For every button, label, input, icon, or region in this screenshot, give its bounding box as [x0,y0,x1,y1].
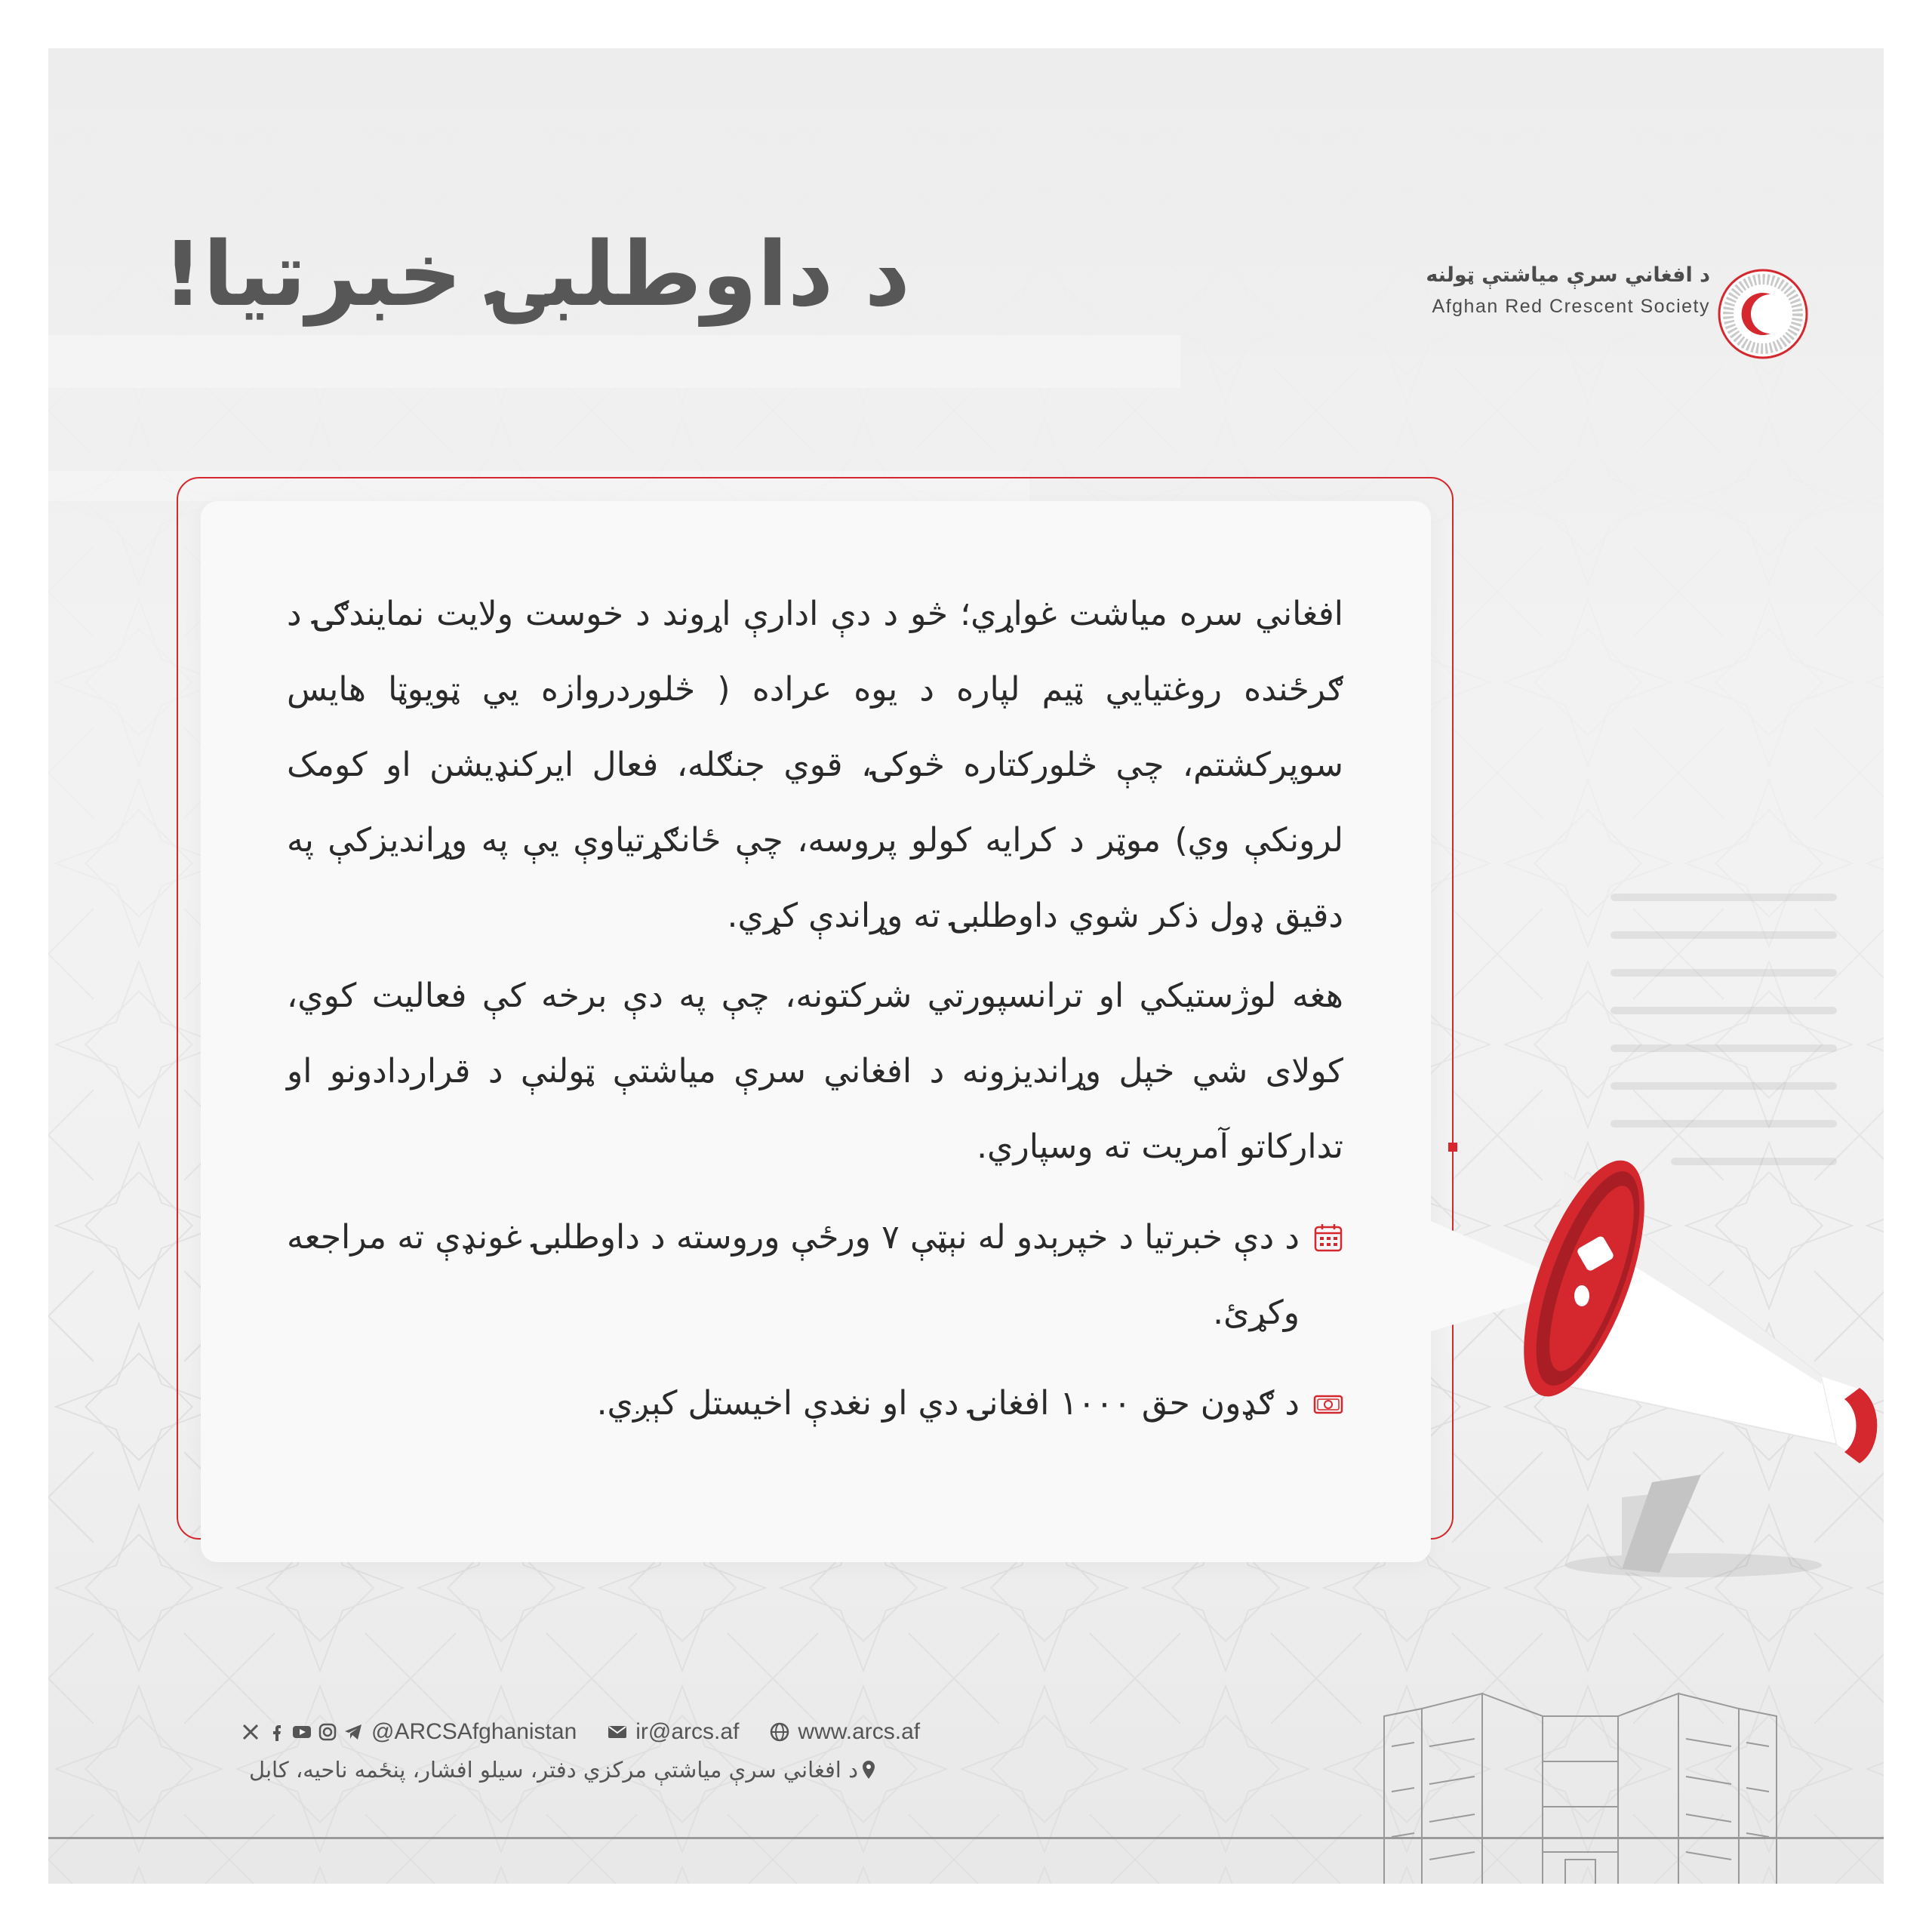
bullet-fee [287,1366,1343,1441]
megaphone-icon [1467,1128,1884,1595]
email-icon [607,1721,628,1743]
footer-divider-line [48,1837,1884,1839]
bullet-deadline-text: د دې خبرتیا د خپرېدو له نېټې ۷ ورځې وروسته د داوطلبۍ غونډې ته مراجعه وکړئ. [287,1218,1300,1332]
footer [240,1713,950,1789]
website-link[interactable]: www.arcs.af [798,1719,921,1744]
youtube-icon[interactable] [291,1721,312,1743]
address-text: د افغاني سرې میاشتې مرکزي دفتر، سیلو افشار، پنځمه ناحیه، کابل [249,1757,859,1783]
globe-icon [769,1721,790,1743]
org-name-pashto: د افغاني سرې میاشتې ټولنه [1426,263,1710,287]
calendar-icon [1313,1223,1343,1253]
social-handle[interactable]: @ARCSAfghanistan [371,1719,577,1744]
location-pin-icon [858,1759,879,1780]
page-title: د داوطلبۍ خبرتیا! [162,222,910,326]
telegram-icon[interactable] [343,1721,364,1743]
decorative-red-square [1448,1143,1457,1152]
announcement-body [287,577,1343,1441]
paragraph-2: هغه لوژستیکي او ترانسپورتي شرکتونه، چې په دې برخه کې فعالیت کوي، کولای شي خپل وړاندیزونه د افغاني سرې میاشتې ټولنې د قراردادونو او تدارکاتو آمریت ته وسپاري. [287,977,1343,1166]
headquarters-building-illustration [1377,1671,1784,1884]
x-icon[interactable] [240,1721,261,1743]
instagram-icon[interactable] [317,1721,338,1743]
email-link[interactable]: ir@arcs.af [635,1719,740,1744]
money-icon [1313,1389,1343,1419]
poster-frame [48,48,1884,1884]
organization-name [1426,263,1710,318]
bullet-deadline [287,1200,1343,1351]
footer-address-row [240,1751,950,1789]
red-crescent-logo-icon [1716,267,1810,361]
footer-contact-row [240,1713,950,1751]
org-name-english: Afghan Red Crescent Society [1432,296,1710,317]
bullet-fee-text: د ګډون حق ۱۰۰۰ افغانۍ دي او نغدې اخیستل کېږي. [596,1384,1300,1423]
facebook-icon[interactable] [266,1721,287,1743]
paragraph-1: افغاني سره میاشت غواړي؛ څو د دې ادارې اړوند د خوست ولایت نمایندګۍ د ګرځنده روغتیایي ټیم لپاره د یوه عراده ( څلوردروازه یي ټویوټا هایس سوپرکشتم، چې څلورکتاره څوکۍ، قوي جنګله، فعال ایرکنډیشن او کومک لرونکې وي) موټر د کرایه کولو پروسه، چې ځانګړتیاوې یې په وړاندیزکې په دقیق ډول ذکر شوي داوطلبۍ ته وړاندې کړي. [287,595,1343,935]
